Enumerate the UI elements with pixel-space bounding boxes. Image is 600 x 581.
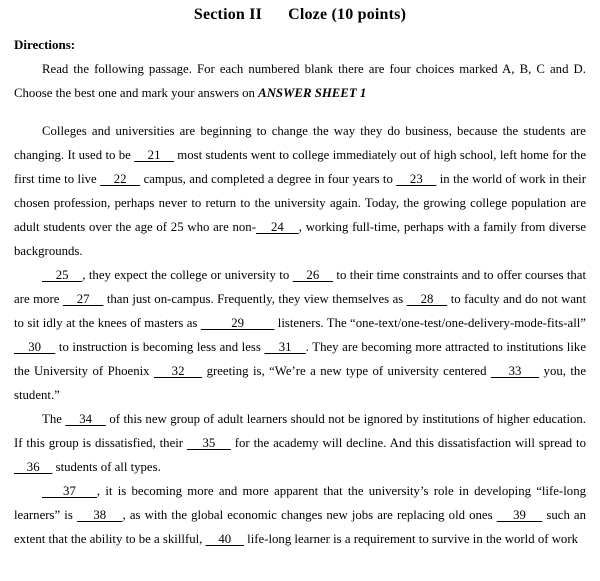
cloze-blank-37: 37 xyxy=(42,484,97,498)
passage-text: to their time constraints and to offer courses that are more xyxy=(14,268,587,306)
passage-text: listeners. The “one-text/one-test/one-delivery-mode-fits-all” xyxy=(274,316,586,330)
passage-text: , they expect the college or university to xyxy=(82,268,293,282)
cloze-blank-35: 35 xyxy=(186,436,231,450)
cloze-blank-27: 27 xyxy=(62,292,104,306)
passage-text: to instruction is becoming less and less xyxy=(55,340,265,354)
cloze-blank-28: 28 xyxy=(406,292,448,306)
passage-paragraph-4 xyxy=(14,479,586,551)
passage-text: in the world of work in their chosen profession, perhaps never to return to the university again. Today, the growing college population are adult students over the age of 25 who are non- xyxy=(14,172,586,234)
cloze-blank-32: 32 xyxy=(153,364,203,378)
passage-text: to faculty and do not want to sit idly at the knees of masters as xyxy=(14,292,587,330)
cloze-blank-24: 24 xyxy=(255,220,299,234)
passage-text: life-long learner is a requirement to survive in the world of work xyxy=(243,532,578,546)
passage-text: for the academy will decline. And this dissatisfaction will spread to xyxy=(230,436,587,450)
cloze-blank-23: 23 xyxy=(396,172,437,186)
cloze-blank-33: 33 xyxy=(490,364,540,378)
passage-text: . They are becoming more attracted to institutions like the University of Phoenix xyxy=(14,340,586,378)
cloze-passage xyxy=(14,119,586,551)
section-title-name: Cloze (10 points) xyxy=(288,6,407,23)
passage-text: than just on-campus. Frequently, they view themselves as xyxy=(103,292,407,306)
passage-text: Colleges and universities are beginning to change the way they do business, because the students are changing. It used to be xyxy=(14,124,586,162)
passage-text: , working full-time, perhaps with a family from diverse backgrounds. xyxy=(14,220,587,258)
passage-text: campus, and completed a degree in four years to xyxy=(140,172,397,186)
passage-text: , as with the global economic changes new jobs are replacing old ones xyxy=(122,508,497,522)
passage-paragraph-2 xyxy=(14,263,586,407)
directions-label: Directions: xyxy=(14,37,76,52)
cloze-blank-30: 30 xyxy=(14,340,56,354)
cloze-blank-25: 25 xyxy=(42,268,83,282)
passage-text: you, the student.” xyxy=(14,364,587,402)
passage-text: The xyxy=(42,412,66,426)
passage-text: of this new group of adult learners should not be ignored by institutions of higher education. If this group is dissatisfied, their xyxy=(14,412,586,450)
cloze-blank-26: 26 xyxy=(292,268,333,282)
passage-text: , it is becoming more and more apparent that the university’s role in developing “life-long learners” is xyxy=(14,484,586,522)
cloze-blank-38: 38 xyxy=(76,508,123,522)
answer-sheet-reference: ANSWER SHEET 1 xyxy=(258,86,367,100)
passage-text: such an extent that the ability to be a skillful, xyxy=(14,508,587,546)
cloze-blank-22: 22 xyxy=(100,172,141,186)
cloze-blank-21: 21 xyxy=(134,148,174,162)
cloze-blank-40: 40 xyxy=(205,532,244,546)
passage-text: most students went to college immediately out of high school, left home for the first time to live xyxy=(14,148,586,186)
directions-paragraph xyxy=(14,57,586,105)
section-title xyxy=(14,6,586,24)
passage-paragraph-3 xyxy=(14,407,586,479)
cloze-blank-31: 31 xyxy=(264,340,306,354)
passage-paragraph-1 xyxy=(14,119,586,263)
cloze-blank-34: 34 xyxy=(65,412,106,426)
cloze-blank-36: 36 xyxy=(14,460,53,474)
passage-text: greeting is, “We’re a new type of university centered xyxy=(202,364,491,378)
directions-body: Read the following passage. For each numbered blank there are four choices marked A, B, C and D. Choose the best one and mark your answers on xyxy=(14,62,586,100)
cloze-blank-29: 29 xyxy=(200,316,275,330)
section-title-number: Section II xyxy=(193,6,263,23)
passage-text: students of all types. xyxy=(52,460,161,474)
cloze-blank-39: 39 xyxy=(496,508,543,522)
